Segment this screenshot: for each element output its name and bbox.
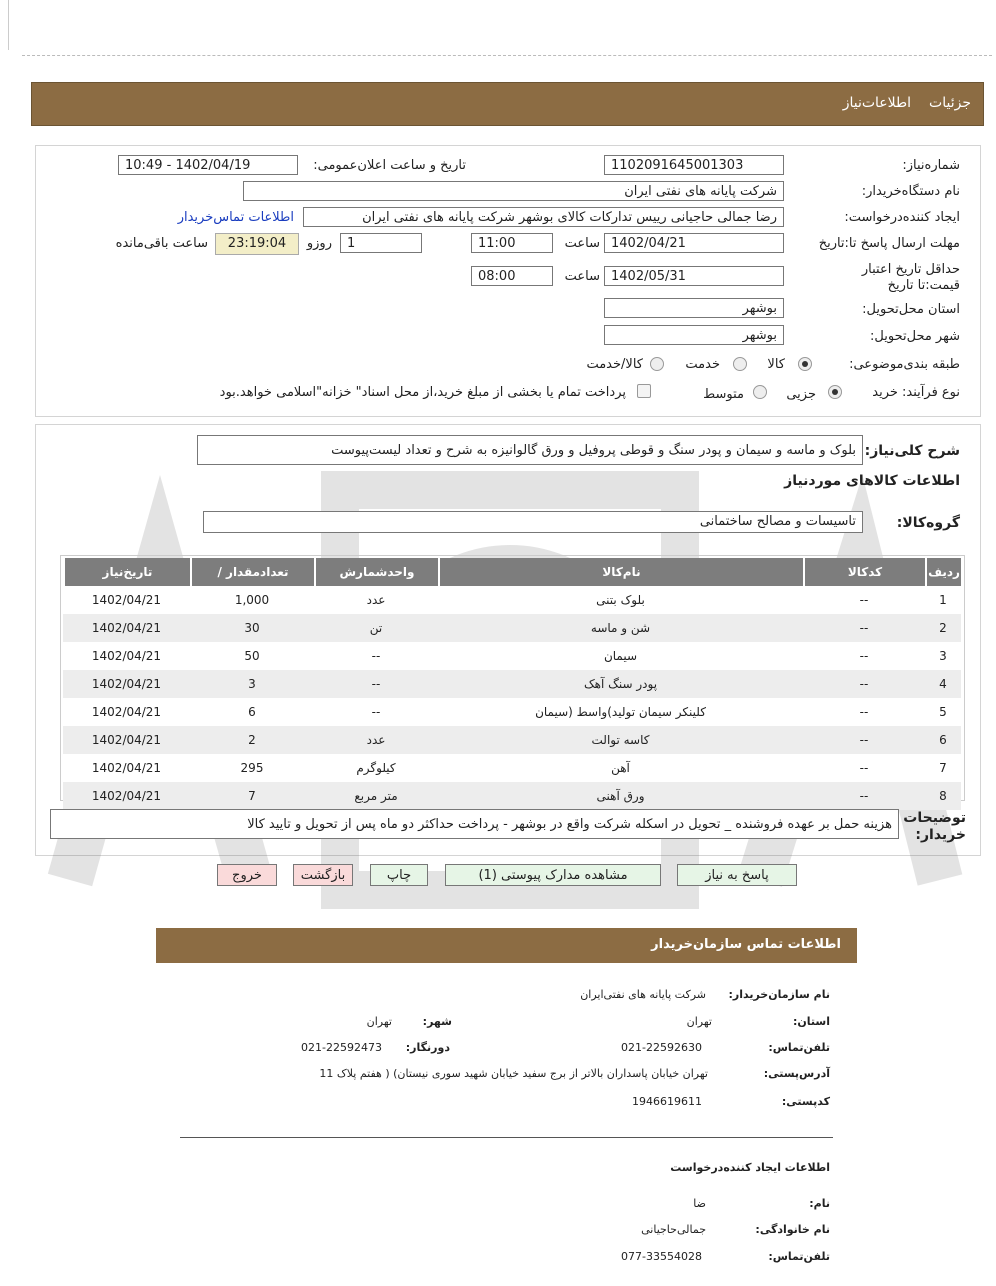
tab-details[interactable]: جزئیات bbox=[929, 95, 971, 111]
province-field: بوشهر bbox=[604, 298, 784, 318]
cell-date: 1402/04/21 bbox=[63, 670, 190, 698]
radio-goods-service-label: کالا/خدمت bbox=[586, 357, 643, 372]
buyer-notes-field: هزینه حمل بر عهده فروشنده _ تحویل در اسکله شرکت واقع در بوشهر - پرداخت حداکثر دو ماه پس از تحویل و تایید کالا bbox=[50, 809, 899, 839]
cell-qty: 7 bbox=[190, 782, 314, 810]
cell-row: 7 bbox=[925, 754, 961, 782]
cell-unit: تن bbox=[314, 614, 438, 642]
cell-row: 3 bbox=[925, 642, 961, 670]
table-row bbox=[63, 642, 961, 670]
summary-label: شرح کلی‌نیاز: bbox=[864, 443, 960, 459]
address-label: آدرس‌پستی: bbox=[763, 1067, 830, 1080]
creator-name-value: ضا bbox=[693, 1197, 706, 1210]
validity-label: حداقل تاریخ اعتبار قیمت:تا تاریخ bbox=[861, 262, 960, 293]
address-value: تهران خیابان پاسداران بالاتر از برج سفید خیابان شهید سوری نیستان) ( هفتم پلاک 11 bbox=[319, 1067, 708, 1080]
cell-qty: 30 bbox=[190, 614, 314, 642]
creator-family-label: نام خانوادگی: bbox=[755, 1223, 830, 1236]
cell-date: 1402/04/21 bbox=[63, 586, 190, 614]
creator-phone-value: 077-33554028 bbox=[621, 1250, 702, 1263]
deadline-time-label: ساعت bbox=[564, 236, 600, 251]
col-date: تاریخ‌نیاز bbox=[63, 558, 190, 586]
treasury-payment-note: پرداخت تمام یا بخشی از مبلغ خرید،از محل اسناد" خزانه"اسلامی خواهد.بود bbox=[219, 385, 626, 400]
need-number-label: شماره‌نیاز: bbox=[902, 158, 960, 173]
cell-code: -- bbox=[803, 782, 925, 810]
creator-name-label: نام: bbox=[809, 1197, 830, 1210]
col-row: ردیف bbox=[925, 558, 961, 586]
table-header-row bbox=[63, 558, 961, 586]
cell-code: -- bbox=[803, 614, 925, 642]
cell-name: سیمان bbox=[438, 642, 803, 670]
creator-field: رضا جمالی حاجیانی رییس تدارکات کالای بوشهر شرکت پایانه های نفتی ایران bbox=[303, 207, 784, 227]
contact-header-bar bbox=[156, 928, 857, 963]
cell-name: شن و ماسه bbox=[438, 614, 803, 642]
radio-service-label: خدمت bbox=[685, 357, 720, 372]
cell-date: 1402/04/21 bbox=[63, 782, 190, 810]
announce-label: تاریخ و ساعت اعلان‌عمومی: bbox=[313, 158, 466, 173]
table-row bbox=[63, 698, 961, 726]
cell-name: آهن bbox=[438, 754, 803, 782]
fax-label: دورنگار: bbox=[405, 1041, 450, 1054]
cell-code: -- bbox=[803, 726, 925, 754]
table-row bbox=[63, 726, 961, 754]
contact-province-label: استان: bbox=[793, 1015, 830, 1028]
contact-title: اطلاعات تماس سازمان‌خریدار bbox=[651, 937, 841, 952]
table-row bbox=[63, 782, 961, 810]
cell-name: بلوک بتنی bbox=[438, 586, 803, 614]
group-label: گروه‌کالا: bbox=[896, 515, 960, 531]
cell-code: -- bbox=[803, 754, 925, 782]
need-number-field: 1102091645001303 bbox=[604, 155, 784, 175]
org-label: نام سازمان‌خریدار: bbox=[728, 988, 830, 1001]
radio-goods[interactable] bbox=[798, 357, 812, 371]
contact-phone-value: 021-22592630 bbox=[621, 1041, 702, 1054]
group-field: تاسیسات و مصالح ساختمانی bbox=[203, 511, 863, 533]
radio-medium[interactable] bbox=[753, 385, 767, 399]
deadline-time-field: 11:00 bbox=[471, 233, 553, 253]
postal-value: 1946619611 bbox=[632, 1095, 702, 1108]
page-edge-line bbox=[8, 0, 9, 50]
cell-qty: 295 bbox=[190, 754, 314, 782]
cell-row: 8 bbox=[925, 782, 961, 810]
header-bar bbox=[31, 82, 984, 126]
contact-city-label: شهر: bbox=[422, 1015, 452, 1028]
table-row bbox=[63, 614, 961, 642]
city-field: بوشهر bbox=[604, 325, 784, 345]
cell-code: -- bbox=[803, 642, 925, 670]
days-label: روزو bbox=[306, 236, 332, 251]
cell-date: 1402/04/21 bbox=[63, 614, 190, 642]
creator-phone-label: تلفن‌تماس: bbox=[768, 1250, 830, 1263]
cell-qty: 2 bbox=[190, 726, 314, 754]
validity-date-field: 1402/05/31 bbox=[604, 266, 784, 286]
buyer-label: نام دستگاه‌خریدار: bbox=[861, 184, 960, 199]
goods-info-title: اطلاعات کالاهای موردنیاز bbox=[784, 473, 960, 489]
summary-field: بلوک و ماسه و سیمان و پودر سنگ و قوطی پروفیل و ورق گالوانیزه به شرح و تعداد لیست‌پیوست bbox=[197, 435, 863, 465]
cell-unit: -- bbox=[314, 670, 438, 698]
cell-row: 1 bbox=[925, 586, 961, 614]
radio-goods-service[interactable] bbox=[650, 357, 664, 371]
announce-field: 1402/04/19 - 10:49 bbox=[118, 155, 298, 175]
buyer-notes-label: توضیحات خریدار: bbox=[903, 810, 966, 843]
contact-phone-label: تلفن‌تماس: bbox=[768, 1041, 830, 1054]
cell-row: 2 bbox=[925, 614, 961, 642]
attachments-button[interactable]: مشاهده مدارک پیوستی (1) bbox=[445, 864, 661, 886]
deadline-date-field: 1402/04/21 bbox=[604, 233, 784, 253]
cell-qty: 50 bbox=[190, 642, 314, 670]
deadline-label: مهلت ارسال پاسخ تا:تاریخ bbox=[818, 236, 960, 251]
cell-unit: کیلوگرم bbox=[314, 754, 438, 782]
creator-family-value: جمالی‌حاجیانی bbox=[641, 1223, 706, 1236]
buyer-contact-link[interactable]: اطلاعات تماس‌خریدار bbox=[177, 210, 294, 225]
cell-row: 5 bbox=[925, 698, 961, 726]
cell-unit: -- bbox=[314, 642, 438, 670]
print-button[interactable]: چاپ bbox=[370, 864, 428, 886]
treasury-payment-checkbox[interactable] bbox=[637, 384, 651, 398]
cell-date: 1402/04/21 bbox=[63, 754, 190, 782]
cell-unit: عدد bbox=[314, 586, 438, 614]
cell-code: -- bbox=[803, 698, 925, 726]
table-row bbox=[63, 670, 961, 698]
org-value: شرکت پایانه های نفتی‌ایران bbox=[580, 988, 706, 1001]
cell-row: 6 bbox=[925, 726, 961, 754]
col-code: کدکالا bbox=[803, 558, 925, 586]
cell-unit: عدد bbox=[314, 726, 438, 754]
col-qty: تعدادمقدار / bbox=[190, 558, 314, 586]
cell-date: 1402/04/21 bbox=[63, 698, 190, 726]
top-divider bbox=[22, 55, 992, 56]
cell-name: ورق آهنی bbox=[438, 782, 803, 810]
radio-medium-label: متوسط bbox=[703, 387, 744, 402]
process-label: نوع فرآیند: خرید bbox=[872, 385, 960, 400]
contact-divider bbox=[180, 1137, 833, 1138]
radio-service[interactable] bbox=[733, 357, 747, 371]
radio-minor-label: جزیی bbox=[786, 387, 816, 402]
cell-name: پودر سنگ آهک bbox=[438, 670, 803, 698]
contact-city-value: تهران bbox=[366, 1015, 392, 1028]
cell-code: -- bbox=[803, 670, 925, 698]
cell-name: کاسه توالت bbox=[438, 726, 803, 754]
tab-need-info[interactable]: اطلاعات‌نیاز bbox=[842, 95, 912, 111]
remaining-timer: 23:19:04 bbox=[215, 233, 299, 255]
table-row bbox=[63, 754, 961, 782]
reply-button[interactable]: پاسخ به نیاز bbox=[677, 864, 797, 886]
goods-table bbox=[63, 558, 961, 810]
back-button[interactable]: بازگشت bbox=[293, 864, 353, 886]
table-row bbox=[63, 586, 961, 614]
cell-qty: 3 bbox=[190, 670, 314, 698]
cell-row: 4 bbox=[925, 670, 961, 698]
exit-button[interactable]: خروج bbox=[217, 864, 277, 886]
validity-time-label: ساعت bbox=[564, 269, 600, 284]
cell-date: 1402/04/21 bbox=[63, 642, 190, 670]
col-name: نام‌کالا bbox=[438, 558, 803, 586]
cell-date: 1402/04/21 bbox=[63, 726, 190, 754]
fax-value: 021-22592473 bbox=[301, 1041, 382, 1054]
cell-unit: متر مربع bbox=[314, 782, 438, 810]
creator-info-title: اطلاعات ایجاد کننده‌درخواست bbox=[670, 1161, 830, 1174]
days-field: 1 bbox=[340, 233, 422, 253]
postal-label: کد‌پستی: bbox=[781, 1095, 830, 1108]
province-label: استان محل‌تحویل: bbox=[862, 302, 960, 317]
creator-label: ایجاد کننده‌درخواست: bbox=[844, 210, 960, 225]
cell-qty: 6 bbox=[190, 698, 314, 726]
buyer-field: شرکت پایانه های نفتی ایران bbox=[243, 181, 784, 201]
category-label: طبقه بندی‌موضوعی: bbox=[849, 357, 960, 372]
city-label: شهر محل‌تحویل: bbox=[870, 329, 960, 344]
cell-name: کلینکر سیمان تولید)واسط (سیمان bbox=[438, 698, 803, 726]
radio-goods-label: کالا bbox=[767, 357, 785, 372]
contact-province-value: تهران bbox=[686, 1015, 712, 1028]
remaining-label: ساعت باقی‌مانده bbox=[115, 236, 208, 251]
col-unit: واحدشمارش bbox=[314, 558, 438, 586]
radio-minor[interactable] bbox=[828, 385, 842, 399]
validity-time-field: 08:00 bbox=[471, 266, 553, 286]
cell-qty: 1,000 bbox=[190, 586, 314, 614]
cell-unit: -- bbox=[314, 698, 438, 726]
cell-code: -- bbox=[803, 586, 925, 614]
